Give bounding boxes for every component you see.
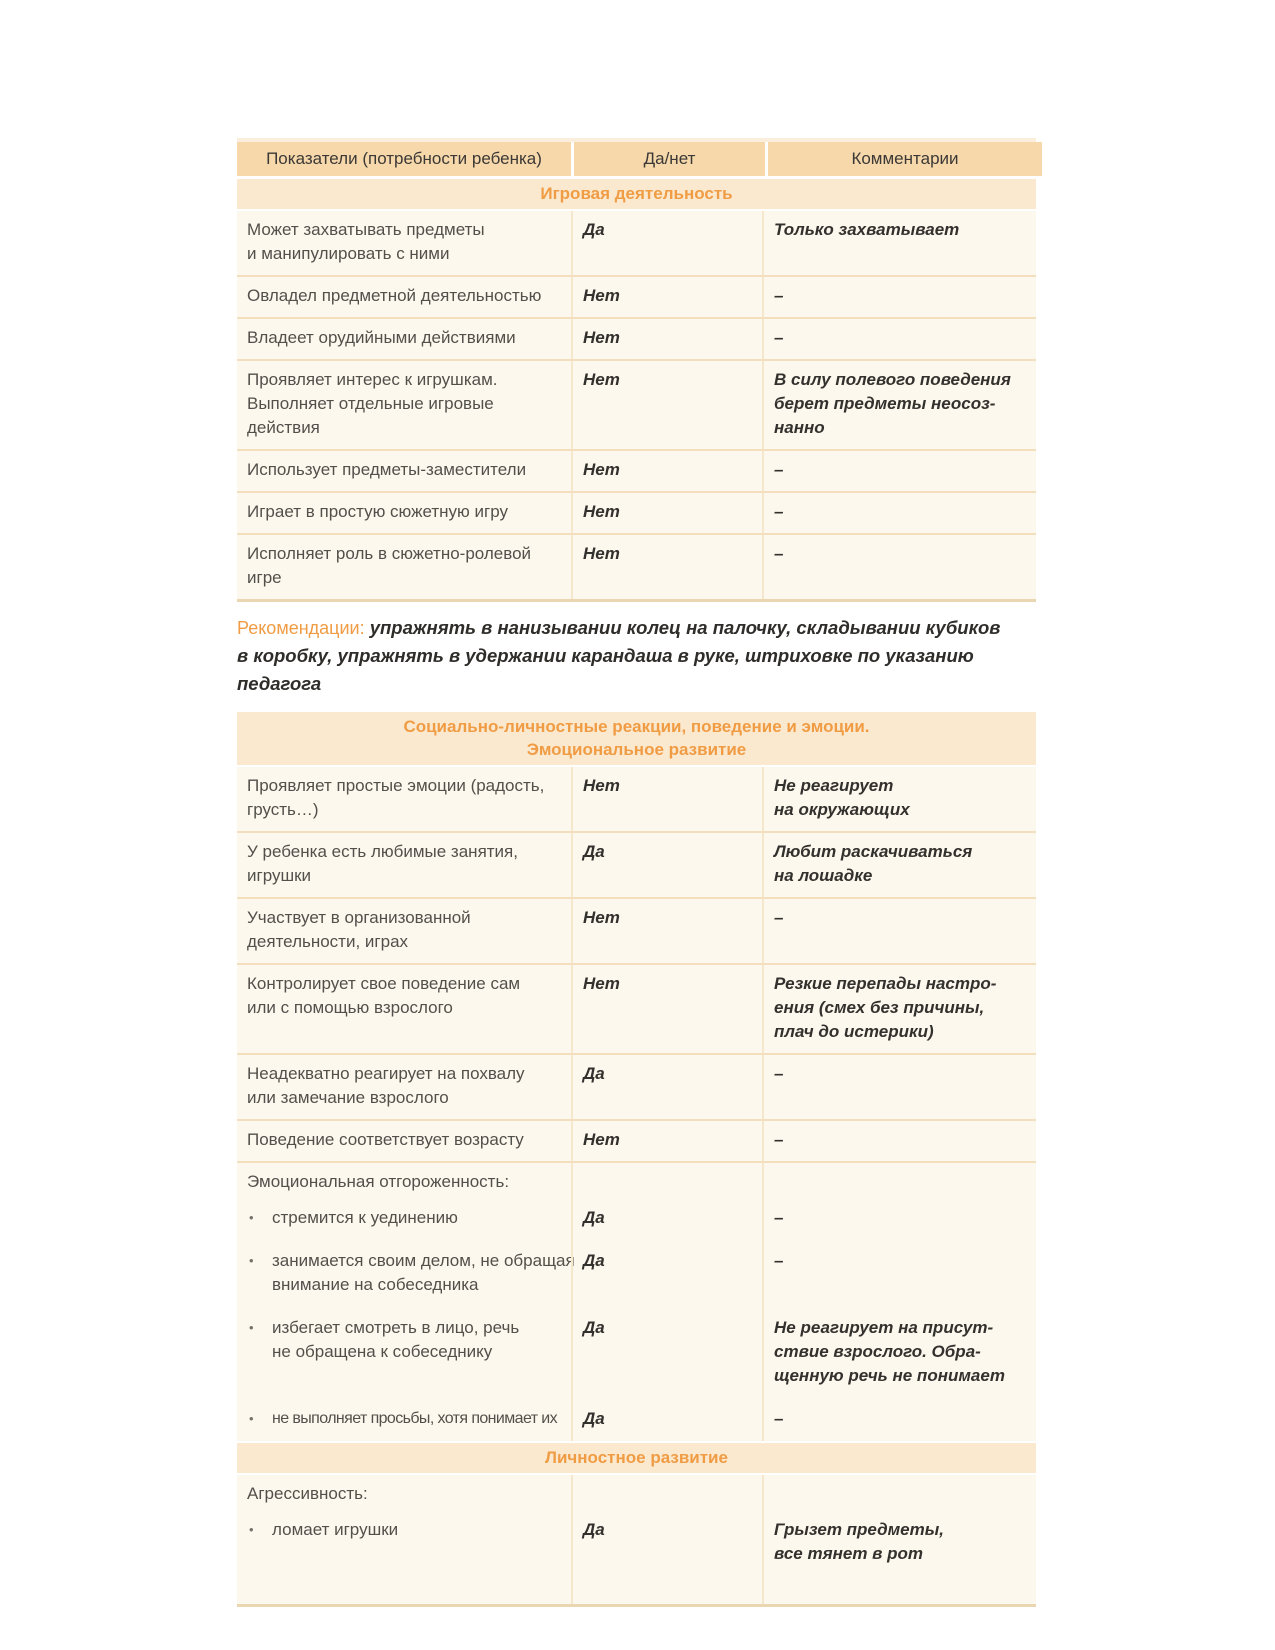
indicator-cell [237,319,571,359]
bullet-item [247,1407,561,1431]
indicator-group-heading: Агрессивность: [247,1484,368,1503]
play-activity-table [237,138,1036,602]
table-row [237,1119,1036,1161]
indicator-text-line: Участвует в организованной [247,908,471,927]
comment-text-line: – [774,460,784,479]
answer-cell [571,1240,762,1307]
answer-value: Да [583,1520,605,1539]
indicator-text-line: грусть…) [247,800,319,819]
table-row [237,533,1036,599]
table-row [237,1475,1036,1509]
answer-value: Да [583,1208,605,1227]
column-header: Да/нет [574,142,765,176]
answer-cell [571,451,762,491]
comment-cell [762,1055,1036,1119]
answer-cell [571,535,762,599]
table-row [237,831,1036,897]
comment-text-line: нанно [774,418,825,437]
comment-cell [762,899,1036,963]
recommendations-line: педагога [237,673,322,694]
answer-cell [571,1307,762,1398]
answer-cell [571,319,762,359]
text-line: занимается своим делом, не обращая [272,1251,575,1270]
indicator-cell [237,535,571,599]
indicator-cell [237,493,571,533]
indicator-text-line: У ребенка есть любимые занятия, [247,842,518,861]
section-title-line: Игровая деятельность [540,184,733,203]
indicator-cell [237,1398,571,1441]
document-content [237,138,1036,1607]
bullet-icon [247,1249,272,1273]
comment-text-line: – [774,328,784,347]
indicator-text-line: деятельности, играх [247,932,409,951]
text-line: не выполняет просьбы, хотя понимает их [272,1410,558,1427]
indicator-text-line: Неадекватно реагирует на похвалу [247,1064,525,1083]
comment-text-line: Не реагирует [774,776,894,795]
table-row [237,1161,1036,1197]
comment-text-line: Грызет предметы, [774,1520,944,1539]
comment-text-line: – [774,286,784,305]
comment-cell [762,493,1036,533]
column-header: Комментарии [768,142,1042,176]
answer-value: Нет [583,328,620,347]
comment-text-line: – [774,544,784,563]
text-line: не обращена к собеседнику [272,1342,493,1361]
text-line: ломает игрушки [272,1520,399,1539]
indicator-cell [237,1055,571,1119]
answer-cell [571,1398,762,1441]
table-row [237,359,1036,449]
section-header [237,712,1036,765]
recommendations-line: в коробку, упражнять в удержании карандаша в руке, штриховке по указанию [237,645,974,666]
recommendations-line [237,614,1036,642]
answer-cell [571,1197,762,1240]
bullet-icon [247,1407,272,1431]
bullet-icon [247,1316,272,1340]
comment-text-line: Не реагирует на присут- [774,1318,994,1337]
comment-cell [762,361,1036,449]
comment-cell [762,1398,1036,1441]
indicator-text-line: Исполняет роль в сюжетно-ролевой [247,544,532,563]
comment-text-line: Любит раскачиваться [774,842,973,861]
indicator-text-line: или замечание взрослого [247,1088,449,1107]
answer-value: Нет [583,286,620,305]
comment-cell [762,277,1036,317]
indicator-text-line: Играет в простую сюжетную игру [247,502,508,521]
answer-cell [571,965,762,1053]
indicator-cell [237,1197,571,1240]
indicator-cell [237,767,571,831]
table-row [237,963,1036,1053]
answer-value: Да [583,1409,605,1428]
bullet-item [247,1249,575,1273]
table-row [237,1509,1036,1604]
comment-cell [762,833,1036,897]
comment-text-line: ения (смех без причины, [774,998,985,1017]
answer-value: Нет [583,370,620,389]
comment-cell [762,1240,1036,1307]
recommendations [237,614,1036,698]
section-header [237,1443,1036,1473]
comment-cell [762,1121,1036,1161]
comment-text-line: – [774,502,784,521]
answer-cell [571,833,762,897]
column-header: Показатели (потребности ребенка) [237,142,571,176]
indicator-text-line: или с помощью взрослого [247,998,453,1017]
comment-cell [762,319,1036,359]
recommendations-label: Рекомендации: [237,618,365,638]
table-row [237,275,1036,317]
bullet-item [247,1206,561,1230]
table-row [237,1398,1036,1441]
comment-text-line: – [774,1208,784,1227]
comment-text-line: В силу полевого поведения [774,370,1011,389]
table-row [237,897,1036,963]
recommendations-text: упражнять в нанизывании колец на палочку, складывании кубиков [369,617,1001,638]
answer-value: Да [583,1064,605,1083]
comment-text-line: – [774,908,784,927]
indicator-text-line: Использует предметы-заместители [247,460,527,479]
comment-text-line: – [774,1251,784,1270]
indicator-text-line: Проявляет интерес к игрушкам. [247,370,498,389]
section-title-line: Социально-личностные реакции, поведение и эмоции. [403,717,870,736]
comment-text-line: на окружающих [774,800,910,819]
bullet-item [247,1273,561,1297]
answer-value: Нет [583,544,620,563]
comment-text-line: все тянет в рот [774,1544,924,1563]
table-row [237,491,1036,533]
answer-value: Да [583,1251,605,1270]
comment-cell [762,767,1036,831]
comment-text-line: – [774,1130,784,1149]
answer-cell [571,899,762,963]
comment-text-line: – [774,1409,784,1428]
comment-cell [762,451,1036,491]
answer-value: Нет [583,908,620,927]
comment-cell [762,1163,1036,1197]
answer-value: Да [583,1318,605,1337]
indicator-cell [237,899,571,963]
indicator-text-line: Поведение соответствует возрасту [247,1130,524,1149]
text-line: избегает смотреть в лицо, речь [272,1318,520,1337]
indicator-text-line: Выполняет отдельные игровые [247,394,494,413]
indicator-cell [237,1240,575,1307]
answer-value: Нет [583,1130,620,1149]
comment-cell [762,535,1036,599]
comment-cell [762,965,1036,1053]
comment-text-line: ствие взрослого. Обра- [774,1342,981,1361]
table-row [237,1240,1036,1307]
answer-cell [571,1475,762,1509]
comment-text-line: Резкие перепады настро- [774,974,997,993]
bullet-item [247,1518,561,1542]
answer-cell [571,361,762,449]
table-header-row [237,138,1036,176]
comment-text-line: щенную речь не понимает [774,1366,1005,1385]
indicator-cell [237,1121,571,1161]
table-row [237,1197,1036,1240]
indicator-text-line: Овладел предметной деятельностью [247,286,542,305]
indicator-cell [237,1307,571,1398]
indicator-text-line: игре [247,568,282,587]
answer-value: Да [583,220,605,239]
section-title-line: Личностное развитие [545,1448,728,1467]
comment-cell [762,1475,1036,1509]
answer-value: Нет [583,502,620,521]
answer-value: Нет [583,460,620,479]
comment-cell [762,211,1036,275]
answer-cell [571,1509,762,1604]
comment-text-line: Только захватывает [774,220,960,239]
answer-value: Нет [583,974,620,993]
comment-text-line: берет предметы неосоз- [774,394,996,413]
bullet-icon [247,1518,272,1542]
answer-cell [571,1121,762,1161]
indicator-cell [237,361,571,449]
text-line: стремится к уединению [272,1208,458,1227]
comment-cell [762,1307,1036,1398]
indicator-cell [237,965,571,1053]
table-row [237,1053,1036,1119]
indicator-cell [237,211,571,275]
text-line: внимание на собеседника [272,1275,479,1294]
indicator-cell [237,833,571,897]
bullet-item [247,1316,561,1340]
indicator-text-line: Может захватывать предметы [247,220,485,239]
answer-cell [571,1163,762,1197]
table-row [237,211,1036,275]
answer-cell [571,493,762,533]
indicator-cell [237,277,571,317]
answer-cell [571,277,762,317]
answer-cell [571,1055,762,1119]
comment-text-line: плач до истерики) [774,1022,934,1041]
comment-cell [762,1197,1036,1240]
indicator-text-line: Проявляет простые эмоции (радость, [247,776,545,795]
section-header [237,179,1036,209]
indicator-text-line: действия [247,418,320,437]
bullet-item [247,1340,561,1364]
answer-value: Нет [583,776,620,795]
indicator-text-line: и манипулировать с ними [247,244,450,263]
answer-value: Да [583,842,605,861]
indicator-cell [237,1475,571,1509]
indicator-cell [237,1509,571,1604]
answer-cell [571,767,762,831]
bullet-icon [247,1206,272,1230]
indicator-text-line: игрушки [247,866,312,885]
indicator-group-heading: Эмоциональная отгороженность: [247,1172,510,1191]
comment-cell [762,1509,1036,1604]
indicator-cell [237,451,571,491]
section-title-line: Эмоциональное развитие [526,740,747,759]
comment-text-line: на лошадке [774,866,873,885]
indicator-text-line: Контролирует свое поведение сам [247,974,521,993]
comment-text-line: – [774,1064,784,1083]
table-row [237,317,1036,359]
indicator-text-line: Владеет орудийными действиями [247,328,516,347]
indicator-cell [237,1163,571,1197]
table-row [237,1307,1036,1398]
answer-cell [571,211,762,275]
social-personal-table [237,712,1036,1607]
table-row [237,767,1036,831]
table-row [237,449,1036,491]
